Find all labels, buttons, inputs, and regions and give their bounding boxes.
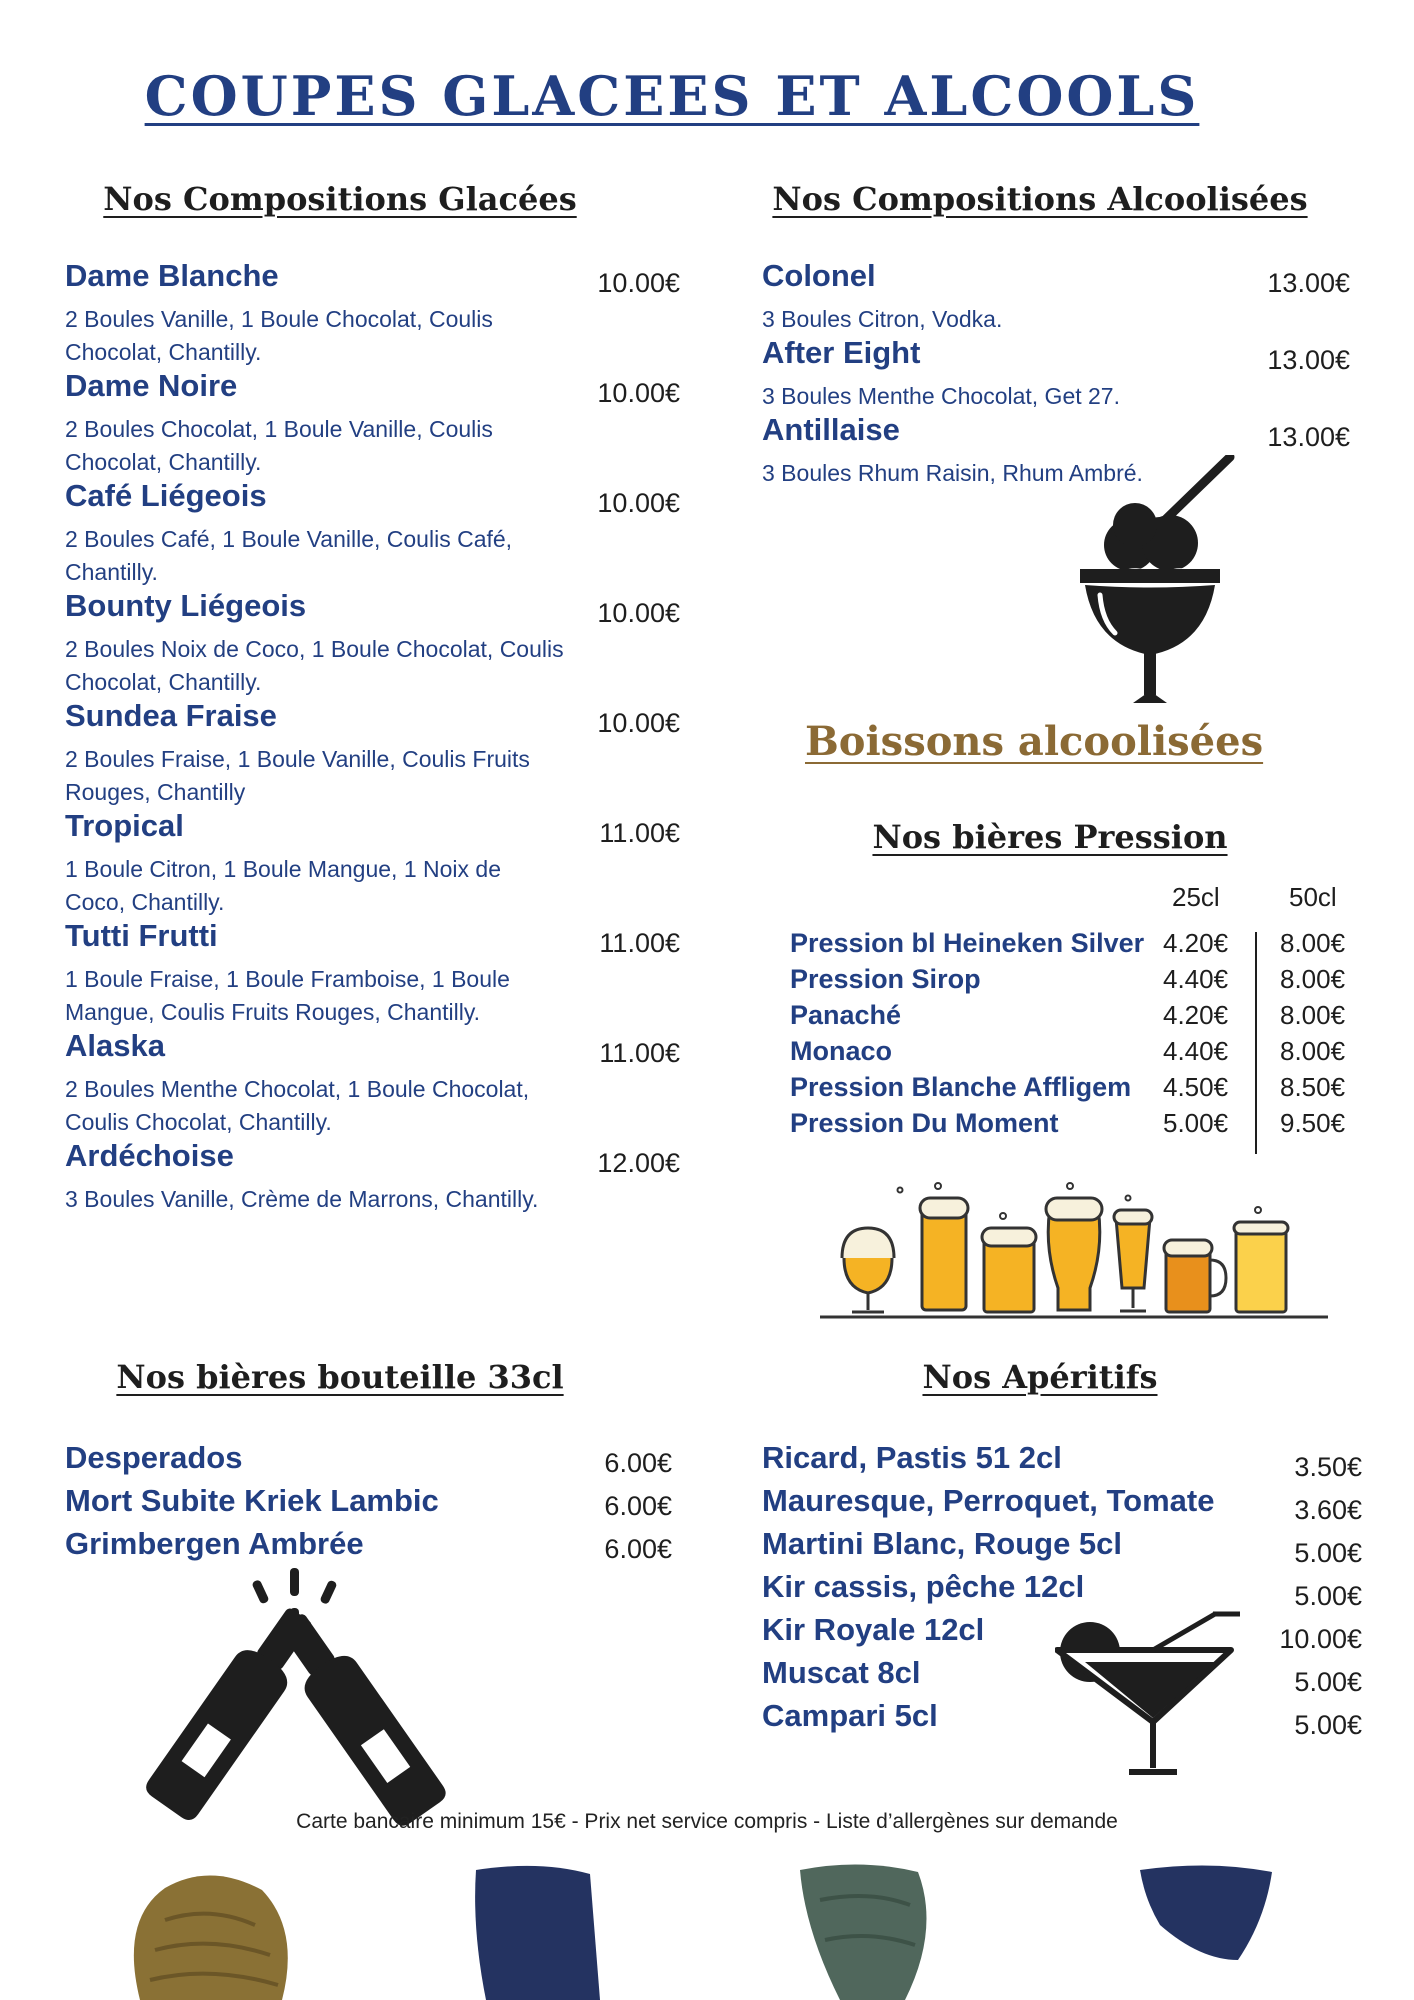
pression-price-25cl: 4.50€ — [1163, 1072, 1229, 1102]
glacee-desc: 2 Boules Vanille, 1 Boule Chocolat, Coulis Chocolat, Chantilly. — [65, 306, 493, 365]
alcoolisee-desc: 3 Boules Menthe Chocolat, Get 27. — [762, 383, 1120, 409]
alcoolisee-name: Antillaise — [762, 412, 900, 447]
glacee-price: 10.00€ — [597, 708, 680, 738]
aperitif-price: 5.00€ — [1294, 1667, 1362, 1697]
aperitif-name: Mauresque, Perroquet, Tomate — [762, 1483, 1215, 1518]
pression-name: Pression Sirop — [790, 964, 981, 994]
alcoolisee-desc: 3 Boules Rhum Raisin, Rhum Ambré. — [762, 460, 1143, 486]
glacee-desc: 2 Boules Menthe Chocolat, 1 Boule Chocolat, Coulis Chocolat, Chantilly. — [65, 1076, 530, 1135]
pression-price-25cl: 4.20€ — [1163, 928, 1229, 958]
aperitif-name: Campari 5cl — [762, 1698, 938, 1733]
pression-col-25cl: 25cl — [1172, 882, 1220, 912]
glacee-desc: 3 Boules Vanille, Crème de Marrons, Chantilly. — [65, 1186, 539, 1212]
pression-price-50cl: 8.00€ — [1280, 1036, 1346, 1066]
aperitif-name: Kir Royale 12cl — [762, 1612, 985, 1647]
alcoolisees-heading: Nos Compositions Alcoolisées — [772, 180, 1308, 218]
aperitif-price: 3.50€ — [1294, 1452, 1362, 1482]
glacee-name: Bounty Liégeois — [65, 588, 307, 623]
alcoolisee-desc: 3 Boules Citron, Vodka. — [762, 306, 1003, 332]
oysters-decoration — [0, 1850, 1414, 2000]
glacee-name: Tropical — [65, 808, 184, 843]
alcoolisee-price: 13.00€ — [1267, 268, 1350, 298]
alcoolisee-price: 13.00€ — [1267, 422, 1350, 452]
glacee-name: Ardéchoise — [65, 1138, 234, 1173]
glacee-price: 10.00€ — [597, 598, 680, 628]
glacee-name: Sundea Fraise — [65, 698, 277, 733]
glacee-price: 11.00€ — [599, 1038, 680, 1068]
aperitif-name: Martini Blanc, Rouge 5cl — [762, 1526, 1123, 1561]
glacee-desc: 2 Boules Café, 1 Boule Vanille, Coulis Café, Chantilly. — [65, 526, 513, 585]
bouteille-price: 6.00€ — [604, 1491, 672, 1521]
cocktail-glass-icon — [1055, 1610, 1245, 1780]
glacee-desc: 2 Boules Fraise, 1 Boule Vanille, Coulis Fruits Rouges, Chantilly — [65, 746, 530, 805]
pression-price-50cl: 9.50€ — [1280, 1108, 1346, 1138]
aperitif-price: 3.60€ — [1294, 1495, 1362, 1525]
aperitif-price: 5.00€ — [1294, 1581, 1362, 1611]
bouteille-name: Grimbergen Ambrée — [65, 1526, 364, 1561]
pression-col-50cl: 50cl — [1289, 882, 1337, 912]
page-title: COUPES GLACEES ET ALCOOLS — [144, 64, 1200, 128]
pression-price-25cl: 4.20€ — [1163, 1000, 1229, 1030]
glacee-name: Alaska — [65, 1028, 165, 1063]
glacee-price: 10.00€ — [597, 378, 680, 408]
pression-price-50cl: 8.00€ — [1280, 1000, 1346, 1030]
beer-glasses-illustration — [818, 1178, 1330, 1323]
glacee-desc: 2 Boules Noix de Coco, 1 Boule Chocolat, Coulis Chocolat, Chantilly. — [65, 636, 564, 695]
pression-name: Panaché — [790, 1000, 902, 1030]
pression-name: Monaco — [790, 1036, 893, 1066]
pression-price-25cl: 4.40€ — [1163, 1036, 1229, 1066]
pression-price-50cl: 8.50€ — [1280, 1072, 1346, 1102]
glacee-price: 10.00€ — [597, 268, 680, 298]
glacee-desc: 2 Boules Chocolat, 1 Boule Vanille, Coulis Chocolat, Chantilly. — [65, 416, 493, 475]
aperitifs-heading: Nos Apéritifs — [922, 1358, 1158, 1396]
pression-price-25cl: 5.00€ — [1163, 1108, 1229, 1138]
pression-name: Pression bl Heineken Silver — [790, 928, 1145, 958]
pression-price-50cl: 8.00€ — [1280, 928, 1346, 958]
glacee-desc: 1 Boule Fraise, 1 Boule Framboise, 1 Boule Mangue, Coulis Fruits Rouges, Chantilly. — [65, 966, 510, 1025]
glacee-price: 11.00€ — [599, 928, 680, 958]
alcoolisee-name: Colonel — [762, 258, 876, 293]
pression-price-50cl: 8.00€ — [1280, 964, 1346, 994]
glacee-desc: 1 Boule Citron, 1 Boule Mangue, 1 Noix de Coco, Chantilly. — [65, 856, 501, 915]
glacee-name: Café Liégeois — [65, 478, 267, 513]
ice-cream-sundae-icon — [1055, 455, 1255, 715]
cheers-bottles-icon — [140, 1568, 470, 1838]
aperitif-name: Kir cassis, pêche 12cl — [762, 1569, 1085, 1604]
aperitif-price: 5.00€ — [1294, 1710, 1362, 1740]
bouteille-heading: Nos bières bouteille 33cl — [116, 1358, 564, 1396]
glacee-name: Tutti Frutti — [65, 918, 218, 953]
pression-divider — [1255, 932, 1257, 1154]
alcoolisee-price: 13.00€ — [1267, 345, 1350, 375]
bouteille-name: Desperados — [65, 1440, 243, 1475]
pression-price-25cl: 4.40€ — [1163, 964, 1229, 994]
footer-note: Carte bancaire minimum 15€ - Prix net service compris - Liste d’allergènes sur demande — [296, 1810, 1118, 1833]
pression-name: Pression Blanche Affligem — [790, 1072, 1132, 1102]
glacee-price: 12.00€ — [597, 1148, 680, 1178]
bouteille-price: 6.00€ — [604, 1448, 672, 1478]
glacee-name: Dame Blanche — [65, 258, 279, 293]
aperitif-price: 5.00€ — [1294, 1538, 1362, 1568]
bouteille-price: 6.00€ — [604, 1534, 672, 1564]
aperitif-price: 10.00€ — [1279, 1624, 1362, 1654]
bouteille-name: Mort Subite Kriek Lambic — [65, 1483, 439, 1518]
glacees-heading: Nos Compositions Glacées — [103, 180, 577, 218]
pression-heading: Nos bières Pression — [872, 818, 1228, 856]
aperitif-name: Muscat 8cl — [762, 1655, 921, 1690]
glacee-name: Dame Noire — [65, 368, 238, 403]
glacee-price: 10.00€ — [597, 488, 680, 518]
alcoolisee-name: After Eight — [762, 335, 921, 370]
aperitif-name: Ricard, Pastis 51 2cl — [762, 1440, 1062, 1475]
glacee-price: 11.00€ — [599, 818, 680, 848]
boissons-heading: Boissons alcoolisées — [805, 718, 1264, 765]
pression-name: Pression Du Moment — [790, 1108, 1059, 1138]
